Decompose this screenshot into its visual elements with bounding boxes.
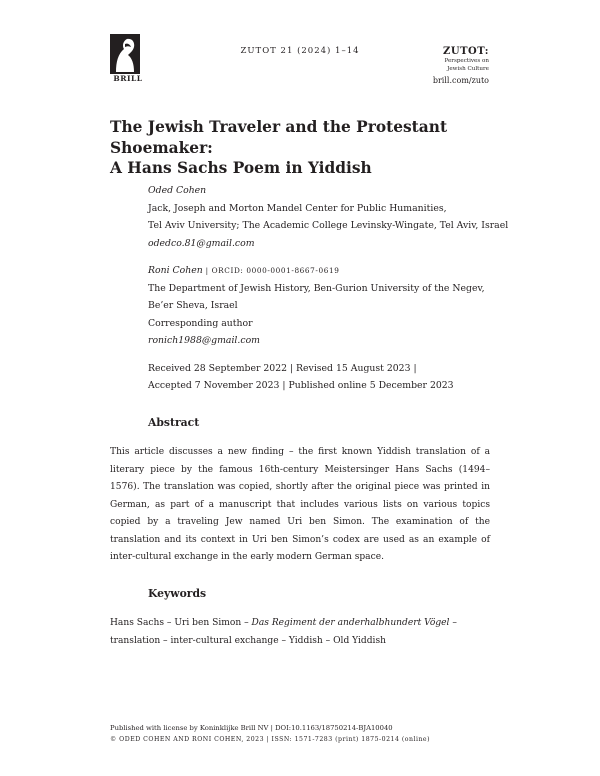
footer-license: Published with license by Koninklijke Brill NV | DOI:10.1163/18750214-BJA10040 <box>110 724 393 732</box>
author-1-affiliation-2: Tel Aviv University; The Academic College Levinsky-Wingate, Tel Aviv, Israel <box>148 220 509 231</box>
journal-title: ZUTOT: <box>443 46 489 57</box>
author-2-note: Corresponding author <box>148 317 253 329</box>
article-title <box>110 117 510 179</box>
keywords-part-2: – translation – inter-cultural exchange – Yiddish – Old Yiddish <box>110 618 457 646</box>
brill-logo <box>110 34 140 78</box>
journal-url[interactable]: brill.com/zuto <box>432 76 489 85</box>
author-2-email[interactable]: ronich1988@gmail.com <box>148 335 260 346</box>
author-1-affiliation-1: Jack, Joseph and Morton Mandel Center for Public Humanities, <box>148 202 447 214</box>
author-1-email[interactable]: odedco.81@gmail.com <box>148 237 255 249</box>
title-line-2: A Hans Sachs Poem in Yiddish <box>110 159 372 177</box>
author-2-affiliation-1: The Department of Jewish History, Ben-Gurion University of the Negev, <box>148 282 485 294</box>
dates-line-1: Received 28 September 2022 | Revised 15 August 2023 | <box>148 362 417 374</box>
author-2-affiliation-2: Be’er Sheva, Israel <box>148 300 238 311</box>
title-line-1: The Jewish Traveler and the Protestant Shoemaker: <box>110 118 448 157</box>
footer <box>110 723 490 745</box>
keywords-part-1: Hans Sachs – Uri ben Simon – <box>110 618 252 628</box>
author-2-orcid[interactable]: | ORCID: 0000-0001-8667-0619 <box>202 266 340 275</box>
abstract-heading: Abstract <box>148 416 200 429</box>
keywords-italic-title: Das Regiment der anderhalbhundert Vögel <box>251 618 450 628</box>
journal-subtitle-1: Perspectives on <box>444 58 489 64</box>
dates-line-2: Accepted 7 November 2023 | Published online 5 December 2023 <box>148 380 454 391</box>
keywords-heading: Keywords <box>148 587 207 600</box>
author-1-name: Oded Cohen <box>148 185 207 196</box>
keywords-text <box>110 615 490 650</box>
abstract-text: This article discusses a new finding – the first known Yiddish translation of a literary piece by the famous 16th-century Meistersinger Hans Sachs (1494–1576). The translation was copied, shortly after the original piece was printed in German, as part of a manuscript that includes various lists on various topics copied by a traveling Jew named Uri ben Simon. The examination of the translation and its context in Uri ben Simon’s codex are used as an example of inter-cultural exchange in the early modern German space. <box>110 447 490 562</box>
author-2-name-line <box>148 262 518 280</box>
journal-block <box>369 46 489 85</box>
running-head: ZUTOT 21 (2024) 1–14 <box>240 46 360 56</box>
publisher-name: BRILL <box>113 74 143 83</box>
journal-subtitle-2: Jewish Culture <box>447 66 489 72</box>
author-block <box>148 182 518 395</box>
footer-copyright: © ODED COHEN AND RONI COHEN, 2023 | ISSN: 1571-7283 (print) 1875-0214 (online) <box>110 736 431 743</box>
author-2-name: Roni Cohen <box>148 265 203 276</box>
